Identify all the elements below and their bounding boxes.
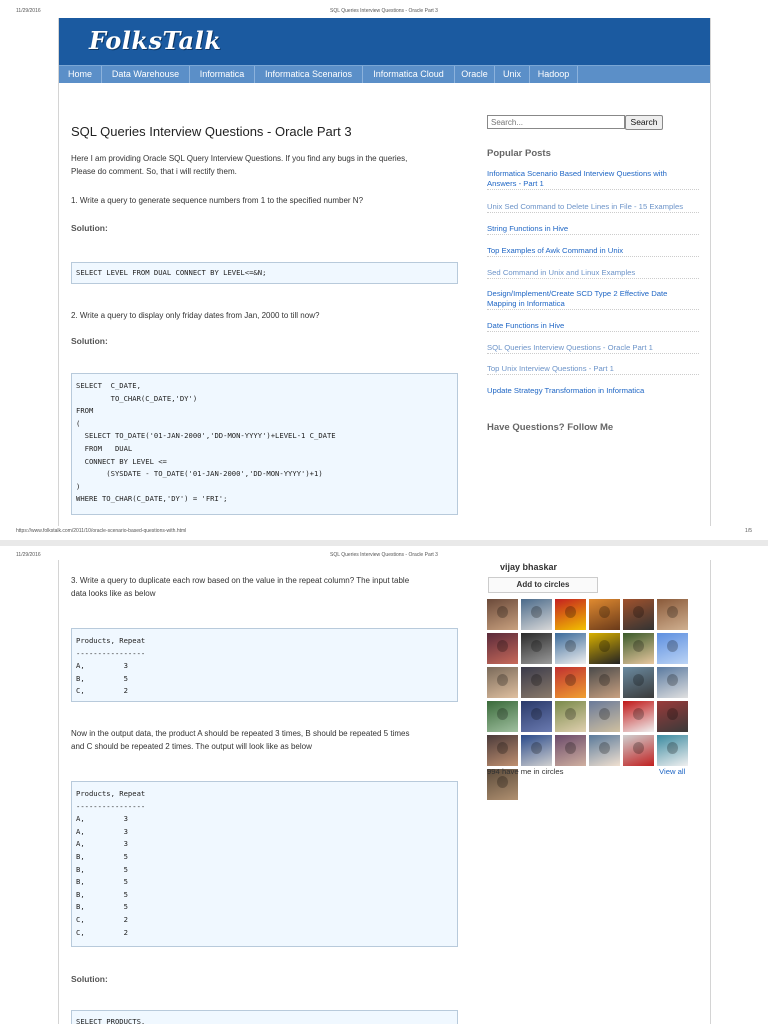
avatar-silhouette: [633, 674, 644, 686]
solution-label: Solution:: [71, 974, 108, 984]
popular-post-link[interactable]: [487, 289, 699, 310]
avatar-silhouette: [531, 742, 542, 754]
code-block-input-table: [71, 628, 458, 702]
avatar-silhouette: [565, 674, 576, 686]
follower-avatar[interactable]: [487, 735, 518, 766]
code-block-solution-3: [71, 1010, 458, 1024]
avatar-silhouette: [531, 606, 542, 618]
follower-avatar[interactable]: [555, 701, 586, 732]
nav-informatica[interactable]: Informatica: [190, 66, 255, 83]
follower-avatar[interactable]: [555, 599, 586, 630]
link-line: Sed Command in Unix and Linux Examples: [487, 268, 636, 277]
print-date: 11/29/2016: [16, 8, 41, 14]
nav-hadoop[interactable]: Hadoop: [530, 66, 578, 83]
follower-avatar[interactable]: [657, 667, 688, 698]
follower-avatar[interactable]: [487, 599, 518, 630]
code-line: B, 5: [76, 673, 128, 683]
question-line: data looks like as below: [71, 588, 156, 598]
avatar-silhouette: [633, 742, 644, 754]
link-line: Top Examples of Awk Command in Unix: [487, 246, 624, 255]
avatar-silhouette: [531, 674, 542, 686]
code-line: SELECT C_DATE,: [76, 381, 141, 390]
print-date: 11/29/2016: [16, 552, 41, 558]
avatar-silhouette: [497, 606, 508, 618]
print-page-number: 1/5: [745, 528, 752, 534]
nav-data-warehouse[interactable]: Data Warehouse: [102, 66, 190, 83]
code-line: (: [76, 418, 81, 428]
avatar-silhouette: [667, 640, 678, 652]
print-url: https://www.folkstalk.com/2011/10/oracle-scenario-based-questions-with.html: [16, 528, 187, 534]
intro-line: Please do comment. So, that i will rectify them.: [71, 166, 237, 176]
follower-avatar[interactable]: [623, 633, 654, 664]
popular-post-link[interactable]: [487, 321, 699, 332]
code-line: B, 5: [76, 902, 128, 912]
link-line: Answers - Part 1: [487, 179, 544, 188]
follower-avatar[interactable]: [657, 701, 688, 732]
profile-name[interactable]: vijay bhaskar: [500, 562, 558, 572]
intro-line: Here I am providing Oracle SQL Query Interview Questions. If you find any bugs in the queries,: [71, 154, 408, 163]
popular-posts-heading: Popular Posts: [487, 148, 551, 159]
popular-post-link[interactable]: [487, 224, 699, 235]
follower-avatar[interactable]: [555, 735, 586, 766]
popular-post-link[interactable]: [487, 386, 699, 396]
code-line: ----------------: [76, 801, 146, 811]
link-line: Top Unix Interview Questions - Part 1: [487, 364, 614, 373]
avatar-silhouette: [599, 708, 610, 720]
avatar-silhouette: [633, 708, 644, 720]
avatar-silhouette: [531, 640, 542, 652]
print-title: SQL Queries Interview Questions - Oracle Part 3: [330, 8, 438, 14]
code-line: WHERE TO_CHAR(C_DATE,'DY') = 'FRI';: [76, 494, 228, 504]
follower-avatar[interactable]: [555, 633, 586, 664]
follower-avatar[interactable]: [521, 701, 552, 732]
avatar-silhouette: [667, 606, 678, 618]
print-header: [16, 8, 752, 18]
code-line: B, 5: [76, 851, 128, 861]
post-title: SQL Queries Interview Questions - Oracle Part 3: [71, 124, 352, 139]
code-line: B, 5: [76, 889, 128, 899]
code-line: A, 3: [76, 661, 128, 671]
follower-avatar[interactable]: [487, 633, 518, 664]
follower-avatar[interactable]: [589, 667, 620, 698]
link-line: String Functions in Hive: [487, 224, 569, 233]
popular-post-link[interactable]: [487, 364, 699, 375]
avatar-silhouette: [667, 674, 678, 686]
view-all-link[interactable]: View all: [659, 767, 686, 776]
nav-oracle[interactable]: Oracle: [455, 66, 495, 83]
question-line: 3. Write a query to duplicate each row based on the value in the repeat column? The input table: [71, 576, 410, 585]
avatar-silhouette: [667, 708, 678, 720]
avatar-silhouette: [497, 742, 508, 754]
code-line: C, 2: [76, 914, 128, 924]
code-line: B, 5: [76, 877, 128, 887]
avatar-silhouette: [599, 640, 610, 652]
code-line: ----------------: [76, 648, 146, 658]
follower-avatar[interactable]: [521, 667, 552, 698]
link-line: Update Strategy Transformation in Informatica: [487, 386, 645, 395]
follower-avatar[interactable]: [623, 599, 654, 630]
question-2: 2. Write a query to display only friday dates from Jan, 2000 to till now?: [71, 311, 320, 320]
follower-avatar[interactable]: [521, 735, 552, 766]
avatar-silhouette: [633, 606, 644, 618]
circle-count: 994 have me in circles: [487, 767, 564, 776]
link-line: Mapping in Informatica: [487, 299, 565, 308]
site-logo[interactable]: FolksTalk: [89, 26, 222, 55]
blog-page: [58, 18, 711, 526]
avatar-silhouette: [565, 742, 576, 754]
avatar-silhouette: [565, 708, 576, 720]
follower-avatar[interactable]: [657, 735, 688, 766]
link-line: Date Functions in Hive: [487, 321, 565, 330]
code-block-output-table: [71, 781, 458, 947]
print-title: SQL Queries Interview Questions - Oracle Part 3: [330, 552, 438, 558]
output-description: [71, 728, 409, 753]
popular-post-link[interactable]: [487, 343, 699, 354]
avatar-silhouette: [497, 640, 508, 652]
code-line: A, 3: [76, 814, 128, 824]
description-line: and C should be repeated 2 times. The output will look like as below: [71, 741, 312, 751]
follower-avatar[interactable]: [623, 735, 654, 766]
nav-informatica-cloud[interactable]: Informatica Cloud: [363, 66, 455, 83]
follower-avatar[interactable]: [521, 599, 552, 630]
link-line: Design/Implement/Create SCD Type 2 Effective Date: [487, 289, 668, 298]
print-footer: [16, 528, 752, 538]
code-line: FROM DUAL: [76, 443, 133, 453]
code-line: A, 3: [76, 826, 128, 836]
code-line: Products, Repeat: [76, 636, 146, 645]
code-line: ): [76, 481, 81, 491]
avatar-silhouette: [497, 708, 508, 720]
code-block-1: [71, 262, 458, 284]
print-page-2: [0, 546, 768, 1024]
solution-label: Solution:: [71, 336, 108, 346]
link-line: Informatica Scenario Based Interview Questions with: [487, 169, 667, 178]
code-line: Products, Repeat: [76, 789, 146, 798]
search-input[interactable]: [487, 115, 625, 129]
popular-post-link[interactable]: [487, 246, 699, 257]
link-line: Unix Sed Command to Delete Lines in File - 15 Examples: [487, 202, 684, 211]
blog-page-continued: [58, 560, 711, 1024]
code-line: C, 2: [76, 927, 128, 937]
intro-paragraph: [71, 153, 407, 178]
avatar-silhouette: [497, 776, 508, 788]
follow-heading: Have Questions? Follow Me: [487, 422, 614, 433]
code-line: B, 5: [76, 864, 128, 874]
popular-post-link[interactable]: [487, 202, 699, 213]
avatar-silhouette: [565, 640, 576, 652]
nav-home[interactable]: Home: [59, 66, 102, 83]
avatar-silhouette: [599, 742, 610, 754]
code-line: SELECT LEVEL FROM DUAL CONNECT BY LEVEL<=&N;: [76, 268, 267, 277]
follower-avatar[interactable]: [589, 633, 620, 664]
nav-unix[interactable]: Unix: [495, 66, 530, 83]
follower-avatar[interactable]: [657, 633, 688, 664]
follower-avatar[interactable]: [487, 667, 518, 698]
link-line: SQL Queries Interview Questions - Oracle Part 1: [487, 343, 653, 352]
code-line: A, 3: [76, 839, 128, 849]
avatar-silhouette: [599, 606, 610, 618]
popular-post-link[interactable]: [487, 169, 699, 190]
follower-avatar[interactable]: [487, 701, 518, 732]
avatar-silhouette: [599, 674, 610, 686]
code-line: TO_CHAR(C_DATE,'DY'): [76, 393, 198, 403]
code-line: C, 2: [76, 686, 128, 696]
avatar-silhouette: [633, 640, 644, 652]
search-button[interactable]: Search: [625, 115, 663, 130]
avatar-silhouette: [531, 708, 542, 720]
nav-informatica-scenarios[interactable]: Informatica Scenarios: [255, 66, 363, 83]
main-nav: [59, 65, 710, 83]
avatar-silhouette: [667, 742, 678, 754]
follower-avatar[interactable]: [589, 701, 620, 732]
code-block-2: [71, 373, 458, 515]
question-1: 1. Write a query to generate sequence numbers from 1 to the specified number N?: [71, 196, 364, 205]
follower-avatar[interactable]: [589, 599, 620, 630]
avatar-silhouette: [565, 606, 576, 618]
code-line: SELECT PRODUCTS,: [76, 1017, 146, 1024]
add-to-circles-button[interactable]: Add to circles: [488, 577, 598, 593]
code-line: (SYSDATE - TO_DATE('01-JAN-2000','DD-MON-YYYY')+1): [76, 469, 323, 479]
description-line: Now in the output data, the product A should be repeated 3 times, B should be repeated 5 times: [71, 729, 410, 738]
follower-avatar[interactable]: [555, 667, 586, 698]
question-3: [71, 575, 409, 600]
popular-post-link[interactable]: [487, 268, 699, 279]
follower-avatar[interactable]: [657, 599, 688, 630]
follower-avatar[interactable]: [623, 667, 654, 698]
code-line: SELECT TO_DATE('01-JAN-2000','DD-MON-YYYY')+LEVEL-1 C_DATE: [76, 431, 336, 441]
code-line: CONNECT BY LEVEL <=: [76, 456, 167, 466]
avatar-silhouette: [497, 674, 508, 686]
follower-avatar[interactable]: [623, 701, 654, 732]
follower-avatar[interactable]: [521, 633, 552, 664]
site-header: [59, 18, 710, 65]
solution-label: Solution:: [71, 223, 108, 233]
follower-avatar[interactable]: [589, 735, 620, 766]
code-line: FROM: [76, 406, 94, 416]
